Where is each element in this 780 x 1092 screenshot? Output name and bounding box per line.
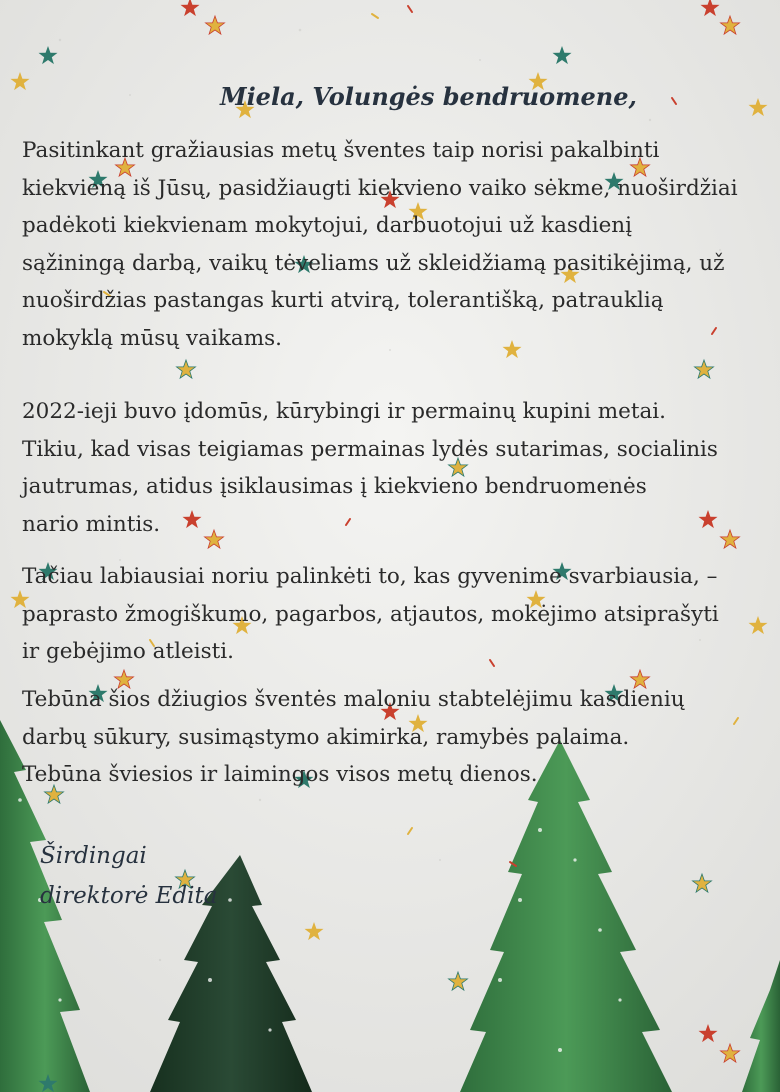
paragraph-line: darbų sūkury, susimąstymo akimirka, ramybės palaima.	[22, 724, 630, 750]
paragraph-line: sąžiningą darbą, vaikų tėveliams už skleidžiamą pasitikėjimą, už	[22, 250, 725, 276]
signature-closing: Širdingai	[40, 843, 147, 869]
paragraph-line: ir gebėjimo atleisti.	[22, 639, 234, 664]
paragraph-line: nuoširdžias pastangas kurti atvirą, tolerantišką, patrauklią	[22, 288, 664, 313]
paragraph-line: Tebūna šios džiugios šventės maloniu stabtelėjimu kasdienių	[22, 687, 685, 712]
greeting-heading: Miela, Volungės bendruomene,	[220, 82, 637, 111]
paragraph-line: padėkoti kiekvienam mokytojui, darbuotojui už kasdienį	[22, 213, 633, 238]
paragraph-line: Tačiau labiausiai noriu palinkėti to, kas gyvenime svarbiausia, –	[22, 564, 718, 589]
signature	[40, 836, 217, 916]
paragraph-line: Tebūna šviesios ir laimingos visos metų dienos.	[22, 762, 538, 787]
paragraph-line: kiekvieną iš Jūsų, pasidžiaugti kiekvieno vaiko sėkme, nuoširdžiai	[22, 175, 738, 201]
paragraph-line: Pasitinkant gražiausias metų šventes taip norisi pakalbinti	[22, 138, 660, 163]
paragraph-line: 2022-ieji buvo įdomūs, kūrybingi ir permainų kupini metai.	[22, 399, 666, 424]
paragraph-line: jautrumas, atidus įsiklausimas į kiekvieno bendruomenės	[22, 474, 647, 499]
paragraph-4	[22, 681, 762, 794]
paragraph-line: nario mintis.	[22, 511, 161, 537]
paragraph-3	[22, 558, 762, 671]
paragraph-1	[22, 132, 762, 357]
paragraph-line: mokyklą mūsų vaikams.	[22, 325, 282, 351]
paragraph-line: paprasto žmogiškumo, pagarbos, atjautos, mokėjimo atsiprašyti	[22, 601, 719, 627]
paragraph-2	[22, 393, 762, 543]
signature-name: direktorė Edita	[40, 883, 218, 909]
paragraph-line: Tikiu, kad visas teigiamas permainas lydės sutarimas, socialinis	[22, 436, 718, 462]
